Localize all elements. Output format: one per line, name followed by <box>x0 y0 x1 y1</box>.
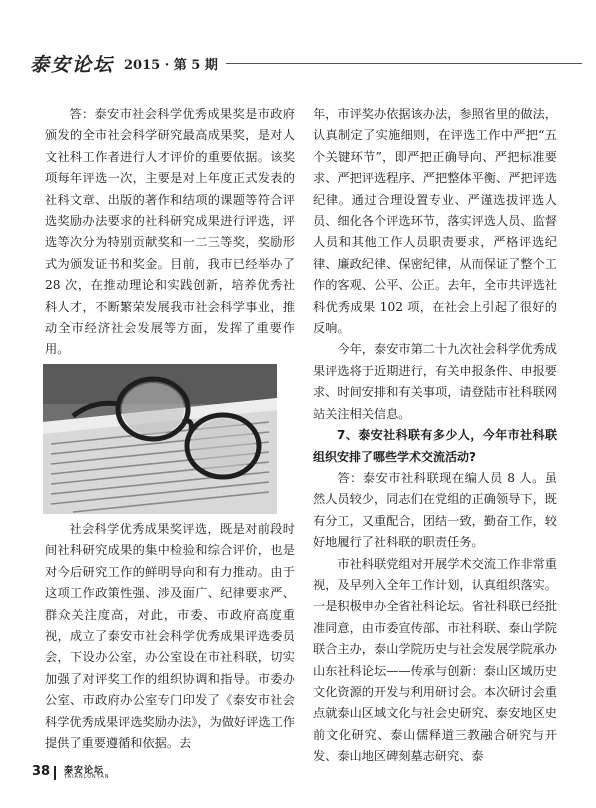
footer-journal-pinyin: TAIANLUNTAN <box>64 774 110 780</box>
newspaper-glasses-image <box>43 364 277 514</box>
page-header <box>30 50 570 76</box>
footer-divider <box>54 766 56 780</box>
journal-logo: 泰安论坛 <box>30 54 115 76</box>
page-footer <box>30 764 570 784</box>
issue-number: 2015 · 第 5 期 <box>124 58 218 73</box>
exchange-paragraph: 市社科联党组对开展学术交流工作非常重视，及早列入全年工作计划，认真组织落实。一是积极申办全省社科论坛。省社科联已经批准同意，由市委宣传部、市社科联、泰山学院联合主办，泰山学院历史与社会发展学院承办山东社科论坛——传承与创新：泰山区域历史文化资源的开发与利用研讨会。本次研讨会重点就泰山区域文化与社会史研究、泰安地区史前文化研究、泰山儒释道三教融合研究与开发、泰山地区碑刻墓志研究、泰 <box>313 556 557 764</box>
header-rule <box>226 63 582 64</box>
staff-answer-paragraph: 答：泰安市社科联现在编人员 8 人。虽然人员较少，同志们在党组的正确领导下，既有分工，又重配合，团结一致，勤奋工作，较好地履行了社科联的职责任务。 <box>313 470 557 550</box>
answer-paragraph: 答：泰安市社会科学优秀成果奖是市政府颁发的全市社会科学研究最高成果奖，是对人文社科工作者进行人才评价的重要依据。该奖项每年评选一次，主要是对上年度正式发表的社科文章、出版的著作和结项的课题等符合评选奖励办法要求的社科研究成果进行评选，评选等次分为特别贡献奖和一二三等奖，奖励形式为颁发证书和奖金。目前，我市已经举办了 28 次，在推动理论和实践创新，培养优秀社科人才，不断繁荣发展我市社会科学事业，推动全市经济社会发展等方面，发挥了重要作用。 <box>45 107 295 357</box>
left-column-bottom <box>45 519 295 754</box>
left-column-top <box>45 104 295 361</box>
footer-journal-title: 泰安论坛 <box>64 766 105 776</box>
award-paragraph: 社会科学优秀成果奖评选，既是对前段时间社科研究成果的集中检验和综合评价，也是对今后研究工作的鲜明导向和有力推动。由于这项工作政策性强、涉及面广、纪律要求严、群众关注度高，对此，市委、市政府高度重视，成立了泰安市社会科学优秀成果评选委员会，下设办公室，办公室设在市社科联，切实加强了对评奖工作的组织协调和指导。市委办公室、市政府办公室专门印发了《泰安市社会科学优秀成果评选奖励办法》，为做好评选工作提供了重要遵循和依据。去 <box>45 522 295 751</box>
question-heading: 7、泰安社科联有多少人，今年市社科联组织安排了哪些学术交流活动? <box>313 428 557 464</box>
right-column <box>313 104 557 768</box>
page-number: 38 <box>32 764 51 779</box>
announcement-paragraph: 今年，泰安市第二十九次社会科学优秀成果评选将于近期进行，有关申报条件、申报要求、时间安排和有关事项，请登陆市社科联网站关注相关信息。 <box>313 342 557 421</box>
continued-paragraph: 年，市评奖办依据该办法，参照省里的做法，认真制定了实施细则，在评选工作中严把“五个关键环节”，即严把正确导向、严把标准要求、严把评选程序、严把整体平衡、严把评选纪律。通过合理设置专业、严谨选拔评选人员、细化各个评选环节，落实评选人员、监督人员和其他工作人员职责要求，严格评选纪律、廉政纪律、保密纪律，从而保证了整个工作的客观、公平、公正。去年，全市共评选社科优秀成果 102 项，在社会上引起了很好的反响。 <box>313 107 557 336</box>
